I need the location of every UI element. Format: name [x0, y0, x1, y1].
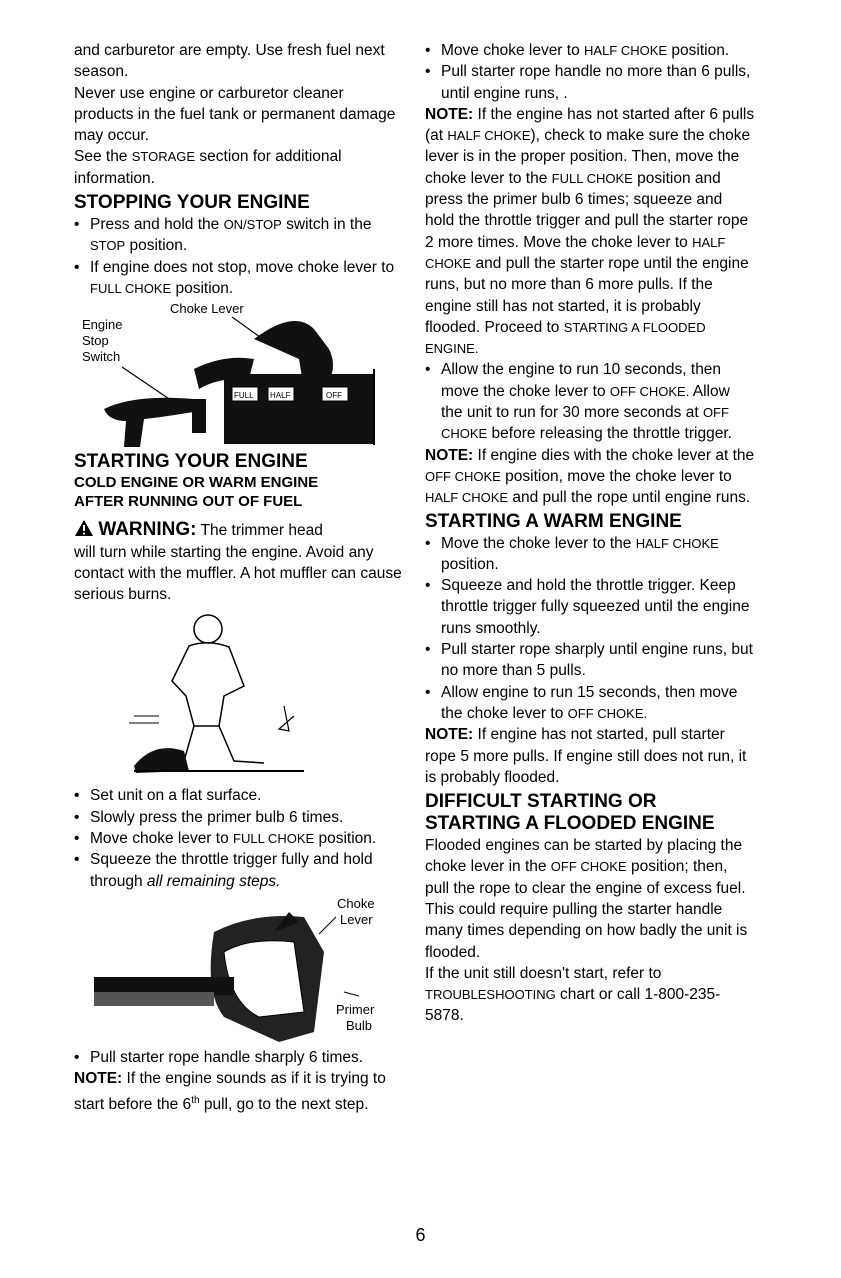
primer-bulb-illustration [74, 892, 404, 1047]
stop-label: Stop [82, 333, 109, 349]
figure-operator [74, 611, 404, 781]
list-item: • Pull starter rope handle no more than 6 pulls, until engine runs, . [425, 61, 755, 104]
list-item: • Press and hold the ON/STOP switch in the STOP position. [74, 214, 404, 257]
pull-list [74, 1047, 404, 1068]
cold-engine-heading: COLD ENGINE OR WARM ENGINE AFTER RUNNING OUT OF FUEL [74, 474, 319, 511]
figure-stop-switch [74, 299, 384, 449]
difficult-starting-heading: DIFFICULT STARTING OR STARTING A FLOODED ENGINE [425, 791, 715, 835]
operator-illustration [74, 611, 404, 781]
half-choke-list [425, 40, 755, 104]
note-6th-pull: NOTE: If the engine sounds as if it is trying to start before the 6th pull, go to the next step. [74, 1070, 386, 1113]
note-not-started: NOTE: If the engine has not started after 6 pulls (at HALF CHOKE), check to make sure the choke lever is in the proper position. Then, move the choke lever to the FULL CHOKE position and press the primer bulb 6 times; squeeze and hold the throttle trigger and pull the starter rope 2 more times. Move the choke lever to HALF CHOKE and pull the starter rope until the engine runs, but no more than 6 more pulls. If the engine still has not started, it is probably flooded. Proceed to STARTING A FLOODED ENGINE. [425, 105, 755, 357]
fig3-lever-label: Lever [340, 911, 373, 927]
starting-heading: STARTING YOUR ENGINE [74, 451, 308, 473]
right-column [425, 40, 755, 1027]
left-column [74, 40, 404, 1115]
starting-list [74, 785, 404, 891]
page-number: 6 [415, 1225, 426, 1245]
warning-label: WARNING: [98, 519, 197, 541]
paragraph-fuel: and carburetor are empty. Use fresh fuel next season. [74, 42, 385, 81]
list-item: • Allow engine to run 15 seconds, then move the choke lever to OFF CHOKE. [425, 682, 755, 725]
paragraph-troubleshooting: If the unit still doesn't start, refer to TROUBLESHOOTING chart or call 1-800-235-5878. [425, 964, 721, 1025]
fig3-choke-label: Choke [337, 895, 375, 911]
list-item: • Move choke lever to HALF CHOKE position. [425, 40, 755, 61]
list-item: • Move choke lever to FULL CHOKE position. [74, 828, 404, 849]
paragraph-cleaner: Never use engine or carburetor cleaner products in the fuel tank or permanent damage may occur. [74, 84, 396, 145]
tag-half: HALF [270, 391, 291, 401]
list-item: • If engine does not stop, move choke lever to FULL CHOKE position. [74, 257, 404, 300]
paragraph-storage-ref: See the STORAGE section for additional information. [74, 148, 342, 187]
list-item: • Allow the engine to run 10 seconds, then move the choke lever to OFF CHOKE. Allow the unit to run for 30 more seconds at OFF CHOKE before releasing the throttle trigger. [425, 359, 755, 444]
list-item: • Move the choke lever to the HALF CHOKE position. [425, 533, 755, 576]
note-flooded: NOTE: If engine has not started, pull starter rope 5 more pulls. If engine still does not run, it is probably flooded. [425, 726, 747, 786]
paragraph-flooded-engines: Flooded engines can be started by placing the choke lever in the OFF CHOKE position; then, pull the rope to clear the engine of excess fuel. This could require pulling the starter handle many times depending on how badly the unit is flooded. [425, 837, 748, 961]
bulb-label: Bulb [346, 1017, 373, 1033]
list-item: • Set unit on a flat surface. [74, 785, 404, 806]
stopping-list [74, 214, 404, 299]
tag-full: FULL [234, 391, 254, 401]
choke-lever-label: Choke Lever [170, 301, 244, 317]
list-item: • Squeeze the throttle trigger fully and hold through all remaining steps. [74, 849, 404, 892]
stopping-heading: STOPPING YOUR ENGINE [74, 192, 310, 214]
run-list [425, 359, 755, 444]
engine-label: Engine [82, 317, 123, 333]
warning-paragraph: WARNING: The trimmer head will turn while starting the engine. Avoid any contact with the muffler. A hot muffler can cause serious burns. [74, 519, 402, 604]
list-item: • Pull starter rope sharply until engine runs, but no more than 5 pulls. [425, 639, 755, 682]
note-engine-dies: NOTE: If engine dies with the choke lever at the OFF CHOKE position, move the choke lever to HALF CHOKE and pull the rope until engine runs. [425, 446, 755, 507]
figure-primer-bulb [74, 892, 404, 1047]
list-item: • Slowly press the primer bulb 6 times. [74, 807, 404, 828]
list-item: • Pull starter rope handle sharply 6 times. [74, 1047, 404, 1068]
list-item: • Squeeze and hold the throttle trigger. Keep throttle trigger fully squeezed until the engine runs smoothly. [425, 575, 755, 639]
switch-label: Switch [82, 349, 121, 365]
stop-switch-illustration [74, 299, 384, 449]
primer-label: Primer [336, 1001, 375, 1017]
warm-engine-heading: STARTING A WARM ENGINE [425, 510, 682, 532]
warm-engine-list [425, 533, 755, 725]
tag-off: OFF [326, 391, 342, 401]
warning-triangle-icon [74, 519, 94, 537]
